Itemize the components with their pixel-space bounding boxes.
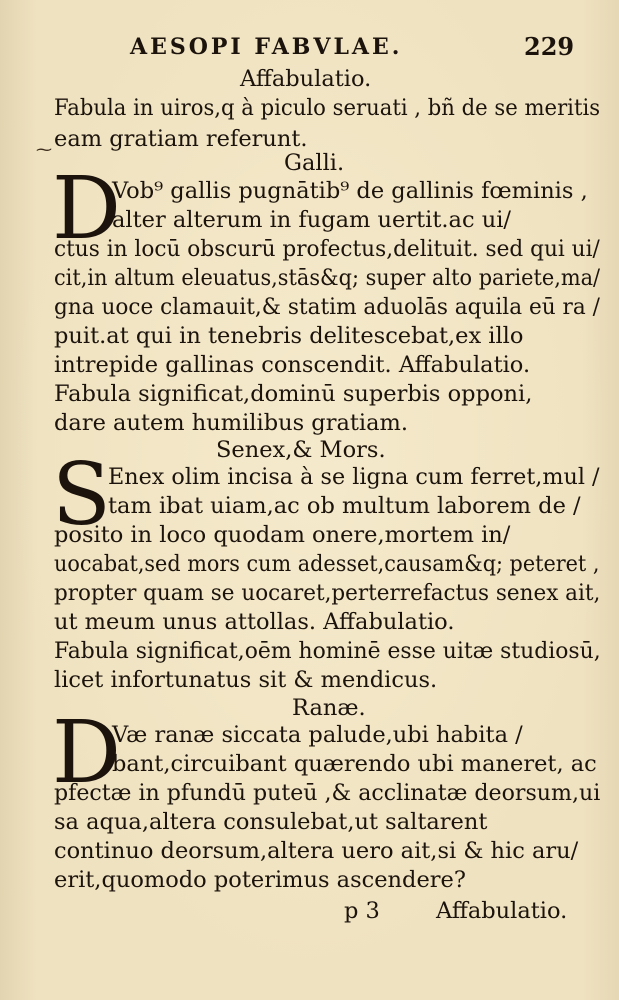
text-line: uocabat,sed mors cum adesset,causam&q; peteret , (54, 551, 600, 577)
text-line: dare autem humilibus gratiam. (54, 410, 409, 436)
text-line: bant,circuibant quærendo ubi maneret, ac (112, 751, 597, 777)
running-title: AESOPI FABVLAE. (130, 34, 403, 60)
text-line: Fabula in uiros,q à piculo seruati , bñ de se meritis (54, 95, 601, 121)
text-line: cit,in altum eleuatus,stās&q; super alto pariete,ma/ (54, 265, 601, 291)
text-line: alter alterum in fugam uertit.ac ui/ (112, 207, 511, 233)
text-line: propter quam se uocaret,perterrefactus senex ait, (54, 580, 601, 606)
text-line: posito in loco quodam onere,mortem in/ (54, 522, 511, 548)
catchword: Affabulatio. (436, 898, 568, 924)
signature-mark: p 3 (344, 898, 380, 924)
drop-cap: D (52, 703, 121, 803)
text-line: ctus in locū obscurū profectus,delituit. sed qui ui/ (54, 236, 600, 262)
fable-title: Ranæ. (292, 695, 366, 721)
drop-cap: D (52, 159, 121, 259)
marginal-mark: ⁓ (36, 140, 52, 159)
fable-title: Senex,& Mors. (216, 437, 386, 463)
text-line: tam ibat uiam,ac ob multum laborem de / (108, 493, 581, 519)
text-line: puit.at qui in tenebris delitescebat,ex illo (54, 323, 524, 349)
text-line: intrepide gallinas conscendit. Affabulatio. (54, 352, 531, 378)
affabulatio-heading: Affabulatio. (240, 66, 372, 92)
text-line: licet infortunatus sit & mendicus. (54, 667, 438, 693)
text-line: Fabula significat,dominū superbis opponi, (54, 381, 533, 407)
text-line: Fabula significat,oēm hominē esse uitæ studiosū, (54, 638, 601, 664)
text-line: Væ ranæ siccata palude,ubi habita / (112, 722, 523, 748)
text-line: sa aqua,altera consulebat,ut saltarent (54, 809, 488, 835)
text-line: pfectæ in pfundū puteū ,& acclinatæ deorsum,ui (54, 780, 601, 806)
page-number: 229 (524, 32, 575, 61)
text-line: Vob⁹ gallis pugnātib⁹ de gallinis fœminis , (112, 178, 588, 204)
text-line: continuo deorsum,altera uero ait,si & hic aru/ (54, 838, 579, 864)
text-line: Enex olim incisa à se ligna cum ferret,mul / (108, 464, 600, 490)
text-line: gna uoce clamauit,& statim aduolās aquila eū ra / (54, 294, 600, 320)
text-line: ut meum unus attollas. Affabulatio. (54, 609, 455, 635)
text-line: eam gratiam referunt. (54, 126, 308, 152)
fable-title: Galli. (284, 150, 345, 176)
drop-cap: S (52, 445, 111, 545)
text-line: erit,quomodo poterimus ascendere? (54, 867, 466, 893)
